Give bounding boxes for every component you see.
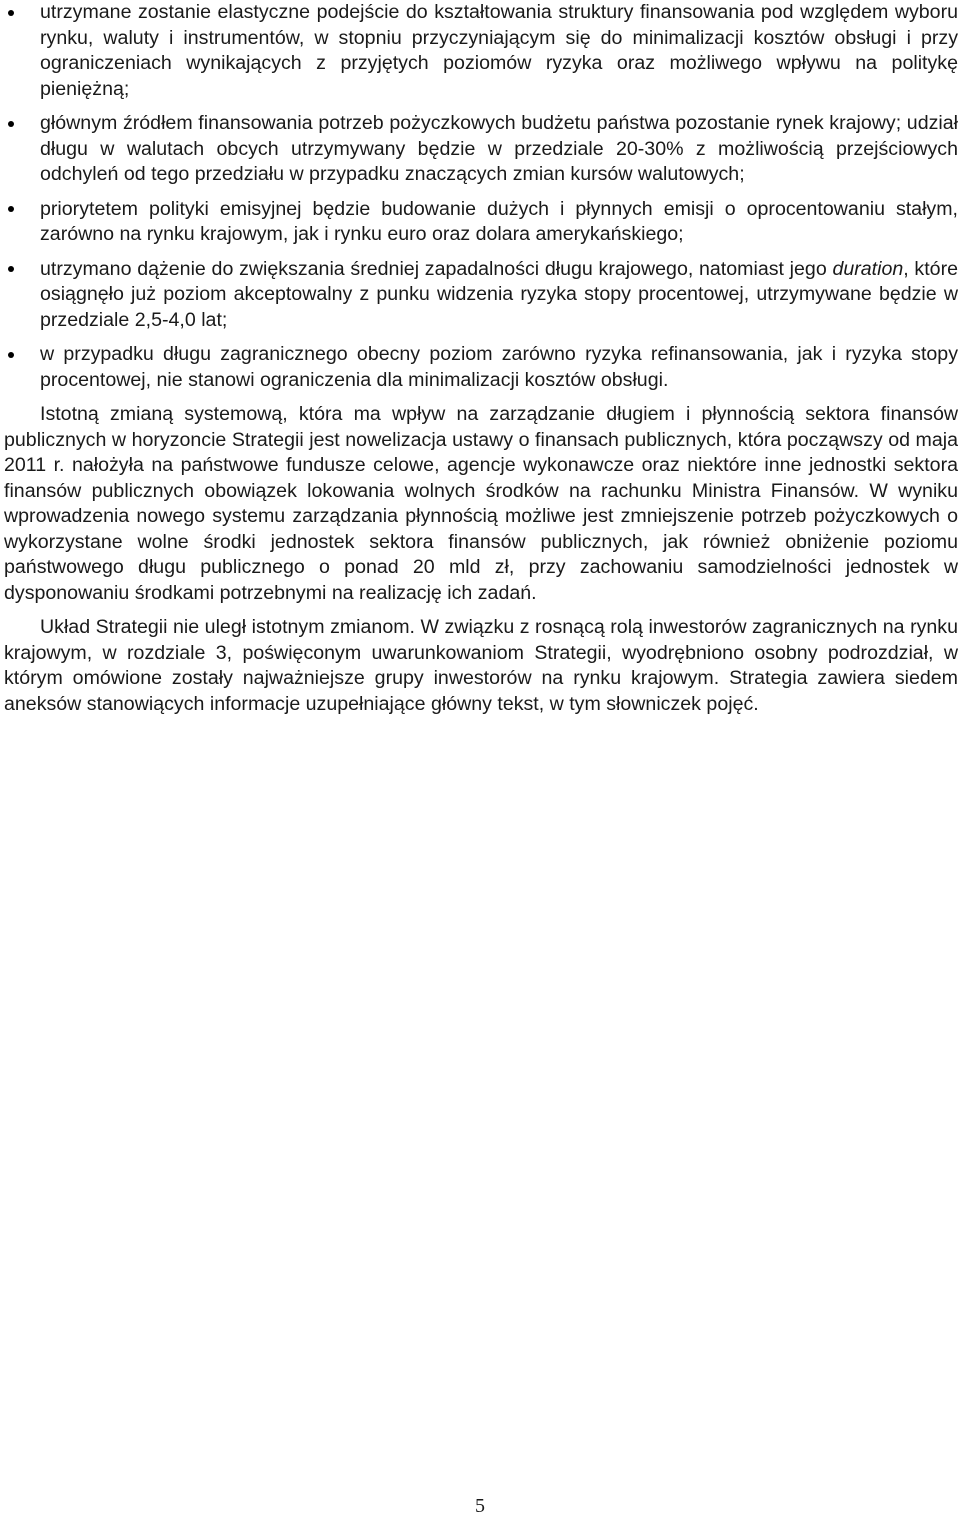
list-item	[4, 0, 958, 102]
italic-term: duration	[832, 257, 904, 280]
bullet-list	[4, 0, 958, 393]
list-item-text: w przypadku długu zagranicznego obecny poziom zarówno ryzyka refinansowania, jak i ryzyka stopy procentowej, nie stanowi ograniczenia dla minimalizacji kosztów obsługi.	[40, 343, 958, 391]
list-item	[4, 342, 958, 393]
list-item	[4, 111, 958, 188]
page-number: 5	[475, 1495, 485, 1517]
body-paragraph: Istotną zmianą systemową, która ma wpływ na zarządzanie długiem i płynnością sektora finansów publicznych w horyzoncie Strategii jest nowelizacja ustawy o finansach publicznych, która począwszy od maja 2011 r. nałożyła na państwowe fundusze celowe, agencje wykonawcze oraz niektóre inne jednostki sektora finansów publicznych obowiązek lokowania wolnych środków na rachunku Ministra Finansów. W wyniku wprowadzenia nowego systemu zarządzania płynnością możliwe jest zmniejszenie potrzeb pożyczkowych o wykorzystane wolne środki jednostek sektora finansów publicznych, jak również obniżenie poziomu państwowego długu publicznego o ponad 20 mld zł, przy zachowaniu samodzielności jednostek w dysponowaniu środkami potrzebnymi na realizację ich zadań.	[4, 403, 958, 604]
list-item-text-start: utrzymano dążenie do zwiększania średniej zapadalności długu krajowego, natomiast jego	[40, 257, 833, 280]
bullet-icon	[4, 0, 18, 26]
bullet-icon	[4, 111, 18, 137]
list-item	[4, 197, 958, 248]
list-item-text	[40, 258, 958, 331]
body-paragraph: Układ Strategii nie uległ istotnym zmianom. W związku z rosnącą rolą inwestorów zagranicznych na rynku krajowym, w rozdziale 3, poświęconym uwarunkowaniom Strategii, wyodrębniono osobny podrozdział, w którym omówione zostały najważniejsze grupy inwestorów na rynku krajowym. Strategia zawiera siedem aneksów stanowiących informacje uzupełniające główny tekst, w tym słowniczek pojęć.	[4, 616, 958, 715]
list-item-text: głównym źródłem finansowania potrzeb pożyczkowych budżetu państwa pozostanie rynek krajowy; udział długu w walutach obcych utrzymywany będzie w przedziale 20-30% z możliwością przejściowych odchyleń od tego przedziału w przypadku znaczących zmian kursów walutowych;	[40, 112, 958, 185]
bullet-icon	[4, 197, 18, 223]
list-item	[4, 257, 958, 334]
bullet-icon	[4, 257, 18, 283]
list-item-text-end: , które osiągnęło już poziom akceptowalny z punku widzenia ryzyka stopy procentowej, utrzymywane będzie w przedziale 2,5-4,0 lat;	[40, 257, 958, 331]
list-item-text: priorytetem polityki emisyjnej będzie budowanie dużych i płynnych emisji o oprocentowaniu stałym, zarówno na rynku krajowym, jak i rynku euro oraz dolara amerykańskiego;	[40, 197, 958, 245]
bullet-icon	[4, 342, 18, 368]
document-page	[4, 0, 958, 1520]
list-item-text: utrzymane zostanie elastyczne podejście do kształtowania struktury finansowania pod względem wyboru rynku, waluty i instrumentów, w stopniu przyczyniającym się do minimalizacji kosztów obsługi i przy ograniczeniach wynikających z przyjętych poziomów ryzyka oraz możliwego wpływu na politykę pieniężną;	[40, 1, 958, 100]
